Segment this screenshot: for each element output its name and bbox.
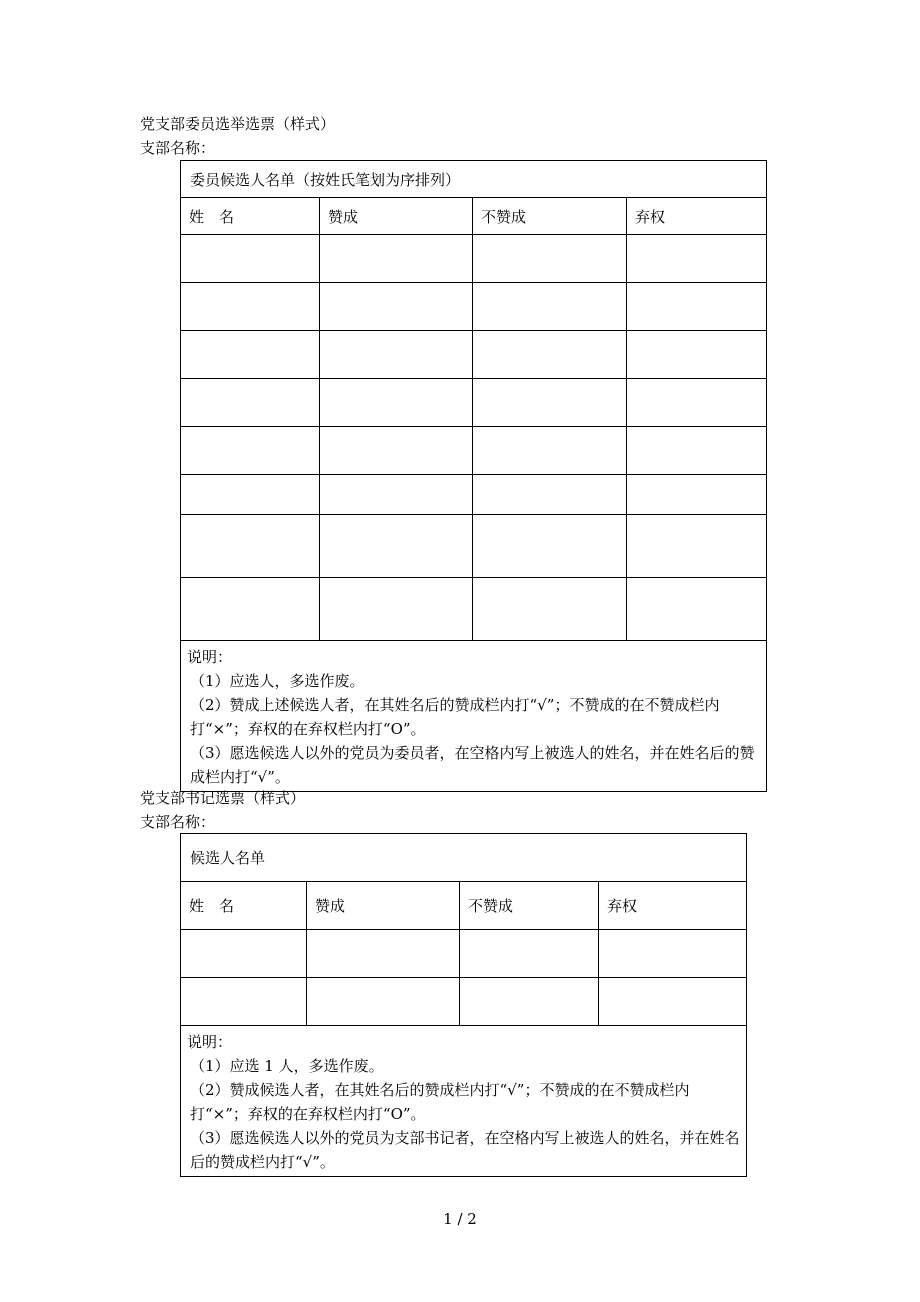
instruction-item: （2）赞成候选人者，在其姓名后的赞成栏内打“√”；不赞成的在不赞成栏内打“×”；弃权的在弃权栏内打“O”。 <box>190 1081 690 1123</box>
instructions-label: 说明： <box>187 648 233 666</box>
ballot-row <box>181 515 767 578</box>
name-cell[interactable] <box>181 978 307 1026</box>
name-cell[interactable] <box>181 379 320 427</box>
abstain-cell[interactable] <box>627 578 767 641</box>
committee-header-row <box>181 198 767 235</box>
approve-cell[interactable] <box>320 475 473 515</box>
abstain-cell[interactable] <box>599 978 747 1026</box>
ballot-row <box>181 578 767 641</box>
abstain-cell[interactable] <box>627 475 767 515</box>
ballot-row <box>181 331 767 379</box>
committee-instructions <box>181 641 767 792</box>
secretary-ballot-heading: 党支部书记选票（样式） <box>140 789 306 807</box>
column-header-name: 姓 名 <box>181 882 307 930</box>
approve-cell[interactable] <box>320 578 473 641</box>
disapprove-cell[interactable] <box>473 283 627 331</box>
name-cell[interactable] <box>181 235 320 283</box>
ballot-row <box>181 930 747 978</box>
disapprove-cell[interactable] <box>473 515 627 578</box>
ballot-row <box>181 978 747 1026</box>
column-header-name: 姓 名 <box>181 198 320 235</box>
instruction-item: （3）愿选候选人以外的党员为委员者，在空格内写上被选人的姓名，并在姓名后的赞成栏内打“√”。 <box>190 744 755 786</box>
column-header-approve: 赞成 <box>307 882 460 930</box>
disapprove-cell[interactable] <box>473 331 627 379</box>
abstain-cell[interactable] <box>627 235 767 283</box>
abstain-cell[interactable] <box>627 331 767 379</box>
disapprove-cell[interactable] <box>473 235 627 283</box>
abstain-cell[interactable] <box>627 427 767 475</box>
committee-ballot-table <box>180 160 767 792</box>
secretary-header-row <box>181 882 747 930</box>
ballot-row <box>181 235 767 283</box>
secretary-instructions <box>181 1026 747 1177</box>
abstain-cell[interactable] <box>599 930 747 978</box>
disapprove-cell[interactable] <box>473 475 627 515</box>
approve-cell[interactable] <box>307 978 460 1026</box>
abstain-cell[interactable] <box>627 283 767 331</box>
name-cell[interactable] <box>181 930 307 978</box>
instructions-label: 说明： <box>187 1033 233 1051</box>
ballot-row <box>181 427 767 475</box>
name-cell[interactable] <box>181 331 320 379</box>
column-header-disapprove: 不赞成 <box>473 198 627 235</box>
approve-cell[interactable] <box>307 930 460 978</box>
secretary-ballot-table <box>180 833 747 1177</box>
name-cell[interactable] <box>181 475 320 515</box>
column-header-approve: 赞成 <box>320 198 473 235</box>
approve-cell[interactable] <box>320 331 473 379</box>
name-cell[interactable] <box>181 427 320 475</box>
name-cell[interactable] <box>181 578 320 641</box>
ballot-row <box>181 475 767 515</box>
ballot-row <box>181 283 767 331</box>
abstain-cell[interactable] <box>627 379 767 427</box>
column-header-abstain: 弃权 <box>599 882 747 930</box>
column-header-disapprove: 不赞成 <box>460 882 599 930</box>
ballot-row <box>181 379 767 427</box>
disapprove-cell[interactable] <box>473 578 627 641</box>
name-cell[interactable] <box>181 283 320 331</box>
secretary-candidate-list-title: 候选人名单 <box>181 834 747 882</box>
secretary-branch-name-label: 支部名称： <box>140 813 216 831</box>
committee-branch-name-label: 支部名称： <box>140 139 216 157</box>
name-cell[interactable] <box>181 515 320 578</box>
approve-cell[interactable] <box>320 379 473 427</box>
abstain-cell[interactable] <box>627 515 767 578</box>
approve-cell[interactable] <box>320 283 473 331</box>
disapprove-cell[interactable] <box>460 978 599 1026</box>
instruction-item: （1）应选人，多选作废。 <box>190 672 365 690</box>
approve-cell[interactable] <box>320 235 473 283</box>
disapprove-cell[interactable] <box>473 427 627 475</box>
approve-cell[interactable] <box>320 427 473 475</box>
approve-cell[interactable] <box>320 515 473 578</box>
instruction-item: （3）愿选候选人以外的党员为支部书记者，在空格内写上被选人的姓名，并在姓名后的赞成栏内打“√”。 <box>190 1129 740 1171</box>
instruction-item: （2）赞成上述候选人者，在其姓名后的赞成栏内打“√”；不赞成的在不赞成栏内打“×”；弃权的在弃权栏内打“O”。 <box>190 696 720 738</box>
committee-ballot-heading: 党支部委员选举选票（样式） <box>140 115 336 133</box>
page-number: 1 / 2 <box>443 1210 477 1228</box>
committee-candidate-list-title: 委员候选人名单（按姓氏笔划为序排列） <box>181 161 767 198</box>
column-header-abstain: 弃权 <box>627 198 767 235</box>
instruction-item: （1）应选 1 人，多选作废。 <box>190 1057 384 1075</box>
disapprove-cell[interactable] <box>460 930 599 978</box>
disapprove-cell[interactable] <box>473 379 627 427</box>
